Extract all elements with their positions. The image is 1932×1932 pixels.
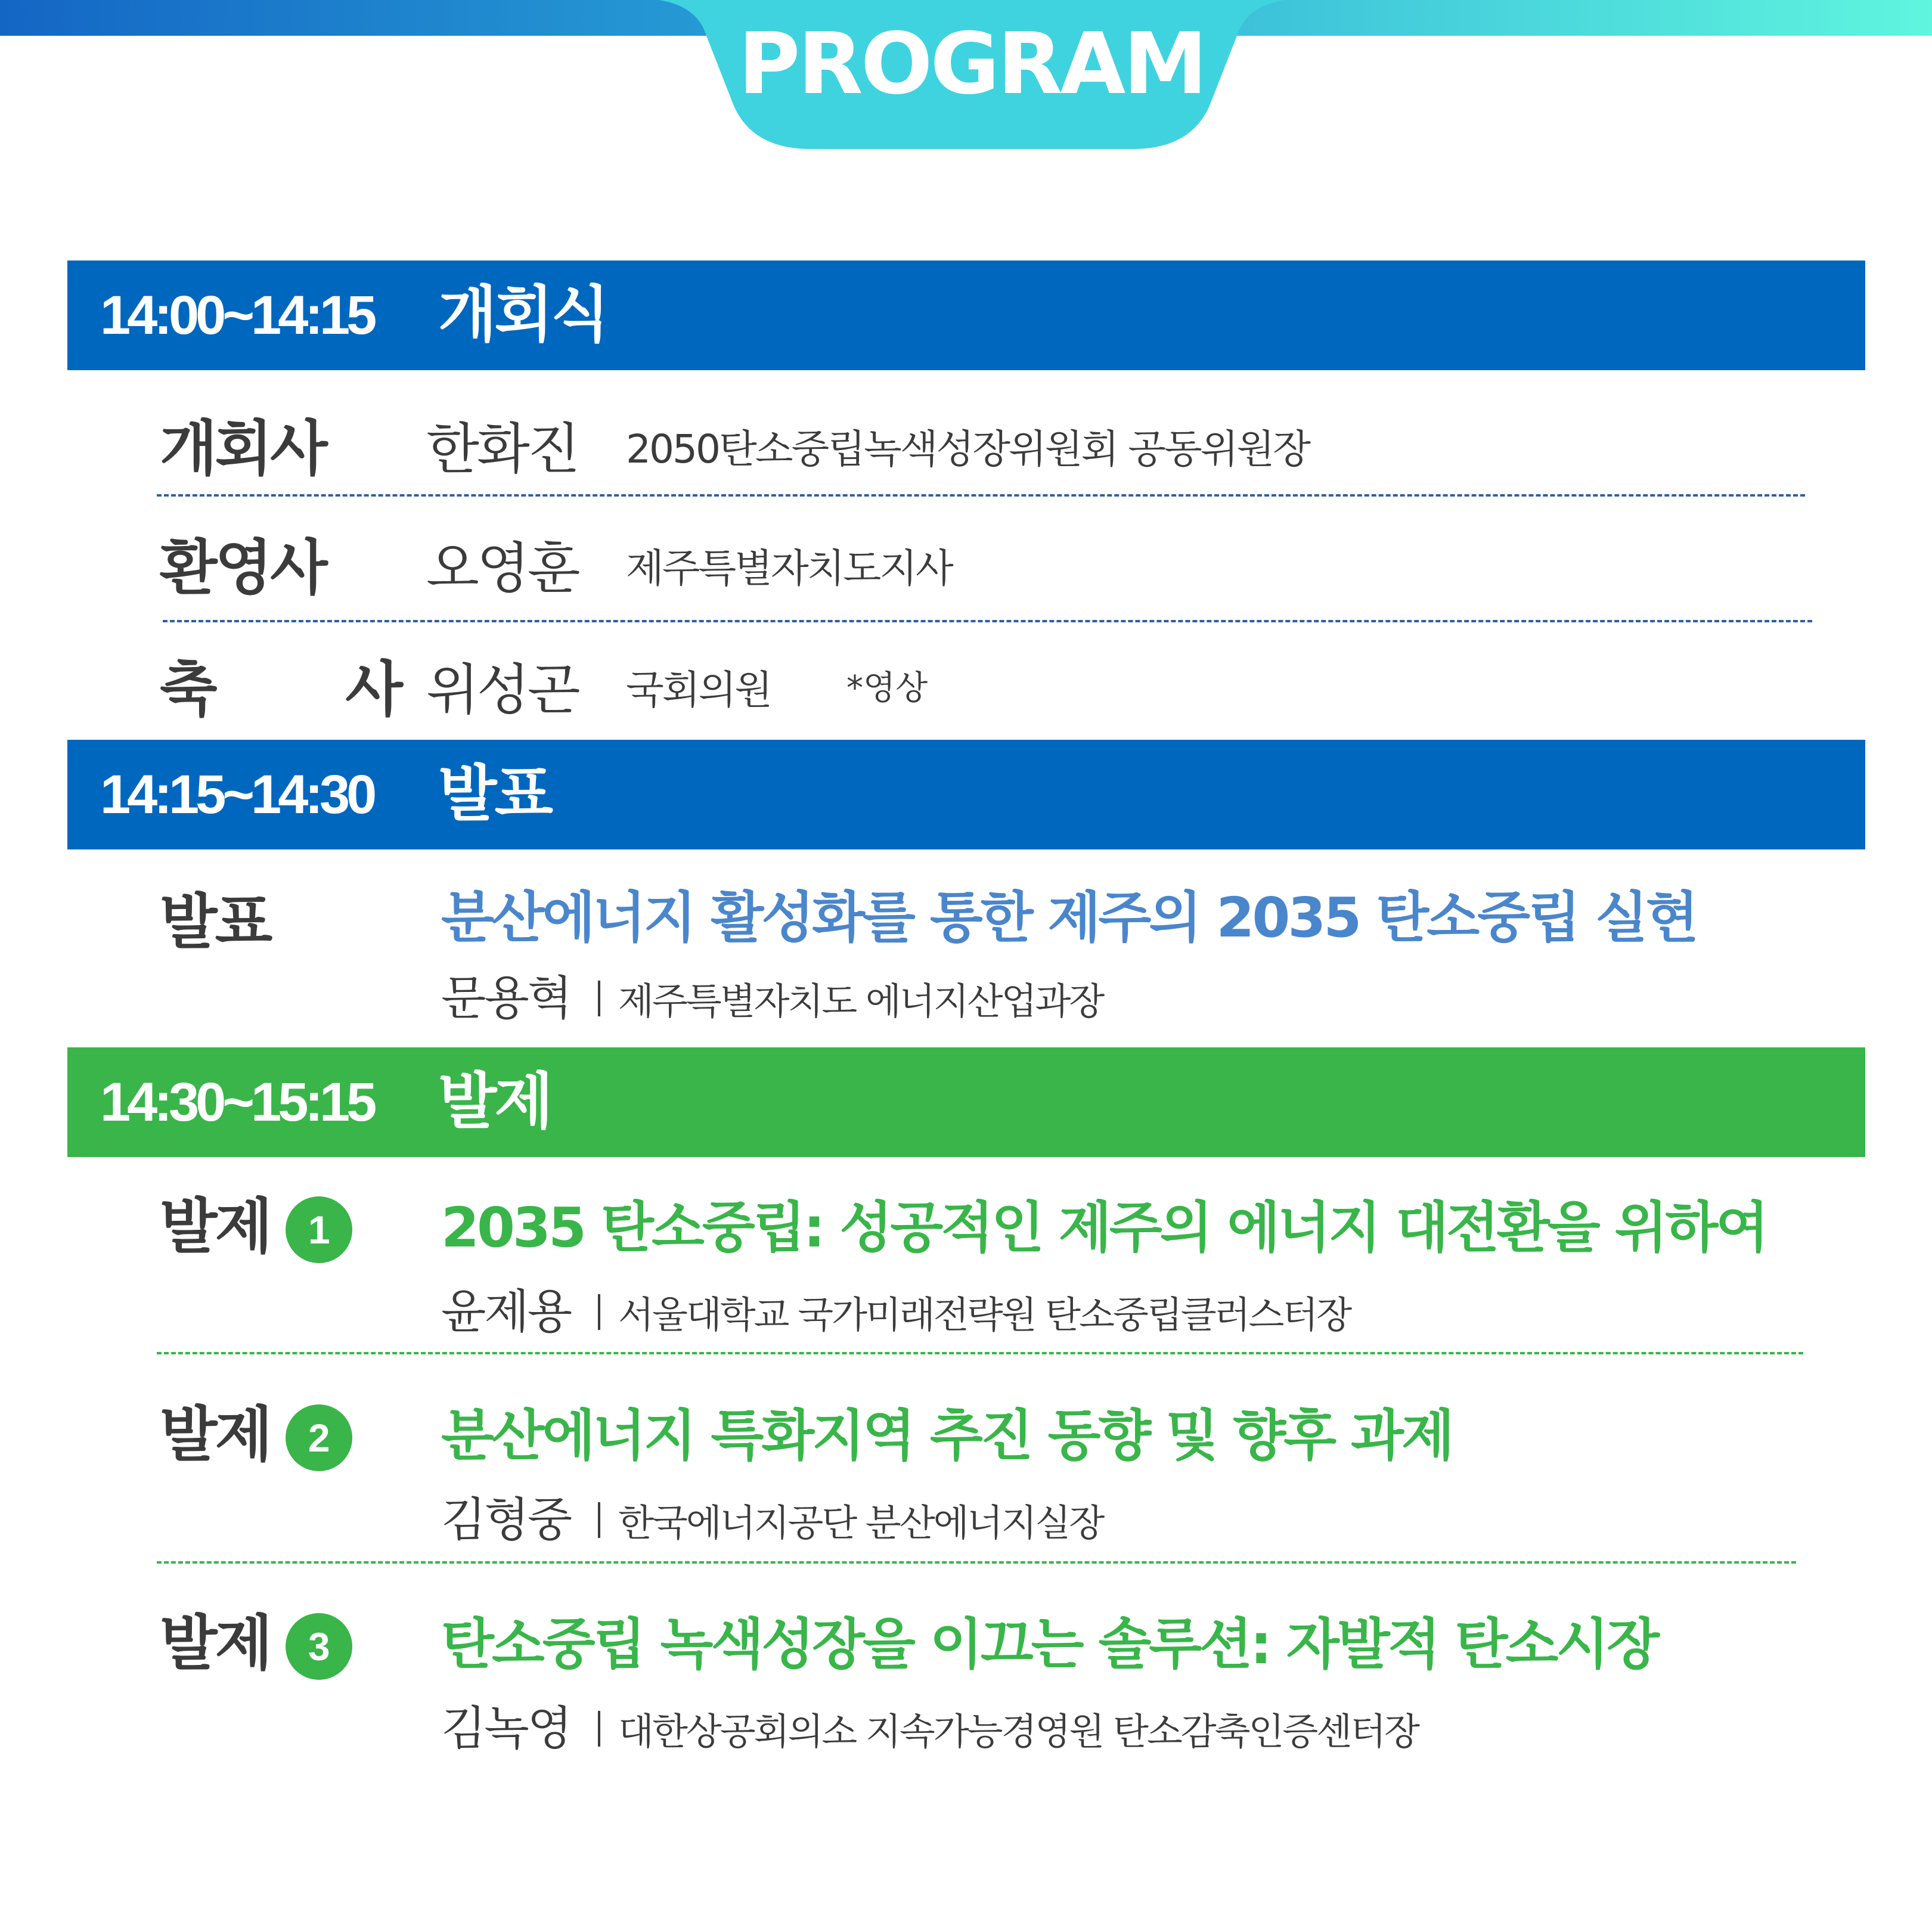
speaker-affiliation: 한국에너지공단 분산에너지실장 <box>618 1501 1103 1545</box>
speaker-affiliation: 국회의원 <box>626 667 771 713</box>
separator-bar <box>598 1502 600 1538</box>
role-label: 환영사 <box>160 533 325 603</box>
separator-bar <box>598 1294 600 1330</box>
number-badge: 3 <box>286 1613 352 1680</box>
topic-title: 2035 탄소중립: 성공적인 제주의 에너지 대전환을 위하여 <box>441 1196 1767 1260</box>
speaker-name: 위성곤 <box>426 658 578 722</box>
speaker-affiliation: 대한상공회의소 지속가능경영원 탄소감축인증센터장 <box>618 1710 1418 1753</box>
topic-title: 분산에너지 활성화를 통한 제주의 2035 탄소중립 실현 <box>441 886 1697 950</box>
session-bar-opening <box>67 261 1865 370</box>
topic-title: 탄소중립 녹색성장을 이끄는 솔루션: 자발적 탄소시장 <box>441 1612 1658 1676</box>
speaker-line <box>441 1274 1350 1341</box>
role-label: 발표 <box>160 887 271 957</box>
role-label: 개회사 <box>160 414 325 483</box>
keynote-label <box>160 1595 352 1681</box>
session-time: 14:00~14:15 <box>100 285 374 346</box>
speaker-affiliation: 서울대학교 국가미래전략원 탄소중립클러스터장 <box>618 1293 1351 1336</box>
row-divider <box>157 1352 1803 1354</box>
session-bar-keynotes <box>67 1047 1865 1157</box>
separator-bar <box>598 1711 600 1747</box>
speaker-affiliation: 제주특별자치도 에너지산업과장 <box>618 979 1103 1023</box>
keynote-label <box>160 1179 352 1264</box>
session-title: 개회식 <box>438 280 607 351</box>
video-note: *영상 <box>846 669 928 708</box>
row-divider <box>157 494 1805 497</box>
speaker-name: 김형중 <box>441 1493 571 1547</box>
speaker-line <box>441 1691 1418 1758</box>
keynote-label <box>160 1387 352 1472</box>
topic-title: 분산에너지 특화지역 추진 동향 및 향후 과제 <box>441 1404 1452 1468</box>
role-label: 축 사 <box>160 655 457 724</box>
separator-bar <box>598 981 600 1016</box>
role-label: 발제 <box>160 1192 271 1261</box>
session-bar-presentation <box>67 740 1865 849</box>
row-divider <box>163 620 1812 622</box>
number-badge: 2 <box>286 1404 352 1471</box>
session-title: 발표 <box>438 759 551 830</box>
speaker-name: 김녹영 <box>441 1702 571 1756</box>
row-divider <box>157 1561 1796 1564</box>
speaker-name: 윤제용 <box>441 1285 571 1339</box>
session-title: 발제 <box>438 1066 551 1137</box>
speaker-affiliation: 2050탄소중립녹색성장위원회 공동위원장 <box>626 426 1310 472</box>
session-time: 14:30~15:15 <box>100 1072 374 1133</box>
role-label: 발제 <box>160 1400 271 1469</box>
speaker-line <box>441 1483 1103 1549</box>
role-label: 발제 <box>160 1608 271 1678</box>
speaker-name: 문용혁 <box>441 972 571 1025</box>
speaker-affiliation: 제주특별자치도지사 <box>626 545 952 591</box>
speaker-name: 한화진 <box>426 417 578 481</box>
speaker-line <box>441 961 1103 1028</box>
number-badge: 1 <box>286 1196 352 1263</box>
speaker-name: 오영훈 <box>426 537 578 600</box>
session-time: 14:15~14:30 <box>100 764 374 825</box>
page-title: PROGRAM <box>738 15 1205 113</box>
